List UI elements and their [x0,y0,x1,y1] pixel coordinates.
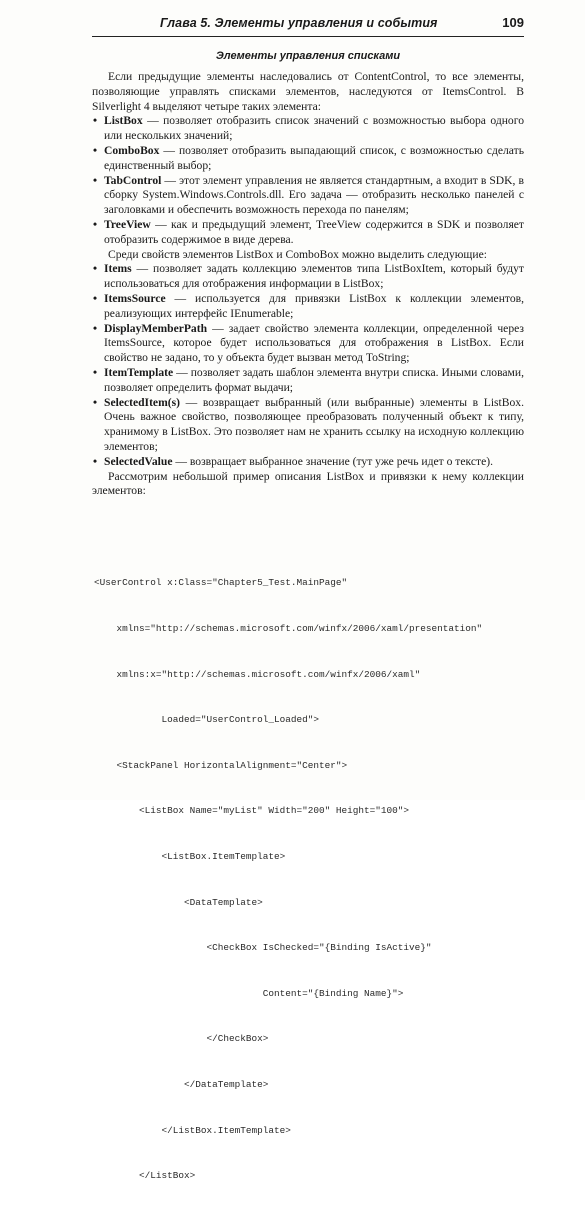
bullet-icon: • [93,454,98,468]
item-term: Items [104,262,132,276]
section-title: Элементы управления списками [215,50,401,62]
list-item [92,455,524,470]
list-item [92,262,524,292]
item-term: ItemsSource [104,291,166,305]
code-line: </ListBox> [94,1170,196,1182]
item-term: ComboBox [104,143,160,157]
list-item [92,396,524,455]
code-listing [94,545,534,1214]
item-description: — позволяет отобразить выпадающий список, с возможностью сделать единственный выбор; [104,143,524,172]
item-term: ItemTemplate [104,365,174,379]
code-line: xmlns="http://schemas.microsoft.com/winfx/2006/xaml/presentation" [94,623,483,634]
code-line: </DataTemplate> [94,1078,269,1090]
list-item [92,218,524,248]
body-text [92,70,524,499]
item-description: — используется для привязки ListBox к коллекции элементов, реализующих интерфейс IEnumerable; [104,291,524,320]
chapter-title: Глава 5. Элементы управления и события [160,16,438,30]
bullet-icon: • [93,321,98,335]
code-line: <UserControl x:Class="Chapter5_Test.MainPage" [94,577,348,589]
intro-paragraph: Если предыдущие элементы наследовались от ContentControl, то все элементы, позволяющие управлять списками элементов, наследуются от ItemsControl. В Silverlight 4 выделяют четыре таких элемента: [92,70,524,113]
item-description: — задает свойство элемента коллекции, определенной через ItemsSource, которое будет использоваться для отображения в ListBox. Если свойство не задано, то у объекта будет вызван метод ToString; [104,321,524,365]
item-term: TabControl [104,173,162,187]
code-line: <ListBox.ItemTemplate> [94,850,286,862]
properties-intro: Среди свойств элементов ListBox и ComboBox можно выделить следующие: [108,247,487,261]
example-intro: Рассмотрим небольшой пример описания ListBox и привязки к нему коллекции элементов: [92,469,524,498]
item-description: — позволяет задать коллекцию элементов типа ListBoxItem, который будут использоваться для отображения информации в ListBox; [104,262,524,291]
bullet-icon: • [93,143,98,157]
page-number: 109 [502,15,524,30]
running-header [92,14,524,37]
bullet-icon: • [93,173,98,187]
bullet-icon: • [93,262,98,276]
list-item [92,292,524,322]
list-item [92,144,524,174]
properties-list [92,262,524,469]
item-term: SelectedItem(s) [104,395,180,409]
code-line: Loaded="UserControl_Loaded"> [94,714,320,726]
item-term: DisplayMemberPath [104,321,208,335]
item-description: — возвращает выбранное значение (тут уже речь идет о тексте). [172,454,493,468]
item-description: — возвращает выбранный (или выбранные) элементы в ListBox. Очень важное свойство, позволяющее преобразовать полученный объект к типу, хранимому в ListBox. Это позволяет нам не хранить ссылку на исходную коллекцию элементов; [104,395,524,453]
code-line: <DataTemplate> [94,896,263,908]
item-description: — позволяет отобразить список значений с возможностью выбора одного или нескольких значений; [104,114,524,143]
bullet-icon: • [93,291,98,305]
code-line: </ListBox.ItemTemplate> [94,1124,291,1136]
item-description: — как и предыдущий элемент, TreeView содержится в SDK и позволяет отобразить содержимое в виде дерева. [104,217,524,246]
list-item [92,322,524,366]
code-line: </CheckBox> [94,1033,269,1045]
code-line: <ListBox Name="myList" Width="200" Height="100"> [94,805,410,817]
item-term: TreeView [104,217,151,231]
code-line: <StackPanel HorizontalAlignment="Center"> [94,759,348,771]
list-item [92,114,524,144]
list-item [92,174,524,218]
item-term: ListBox [104,114,143,128]
item-term: SelectedValue [104,454,173,468]
bullet-icon: • [93,395,98,409]
controls-list [92,114,524,247]
code-line: <CheckBox IsChecked="{Binding IsActive}" [94,942,432,954]
bullet-icon: • [93,365,98,379]
list-item [92,366,524,396]
item-description: — позволяет задать шаблон элемента внутри списка. Иными словами, позволяет определить формат выдачи; [104,365,524,394]
code-line: xmlns:x="http://schemas.microsoft.com/winfx/2006/xaml" [94,668,421,680]
bullet-icon: • [93,217,98,231]
item-description: — этот элемент управления не является стандартным, а входит в SDK, в сборку System.Windows.Controls.dll. Его задача — отобразить несколько панелей с заголовками и обеспечить возможность перехода по панелям; [104,173,524,217]
code-line: Content="{Binding Name}"> [94,987,404,999]
bullet-icon: • [93,114,98,128]
